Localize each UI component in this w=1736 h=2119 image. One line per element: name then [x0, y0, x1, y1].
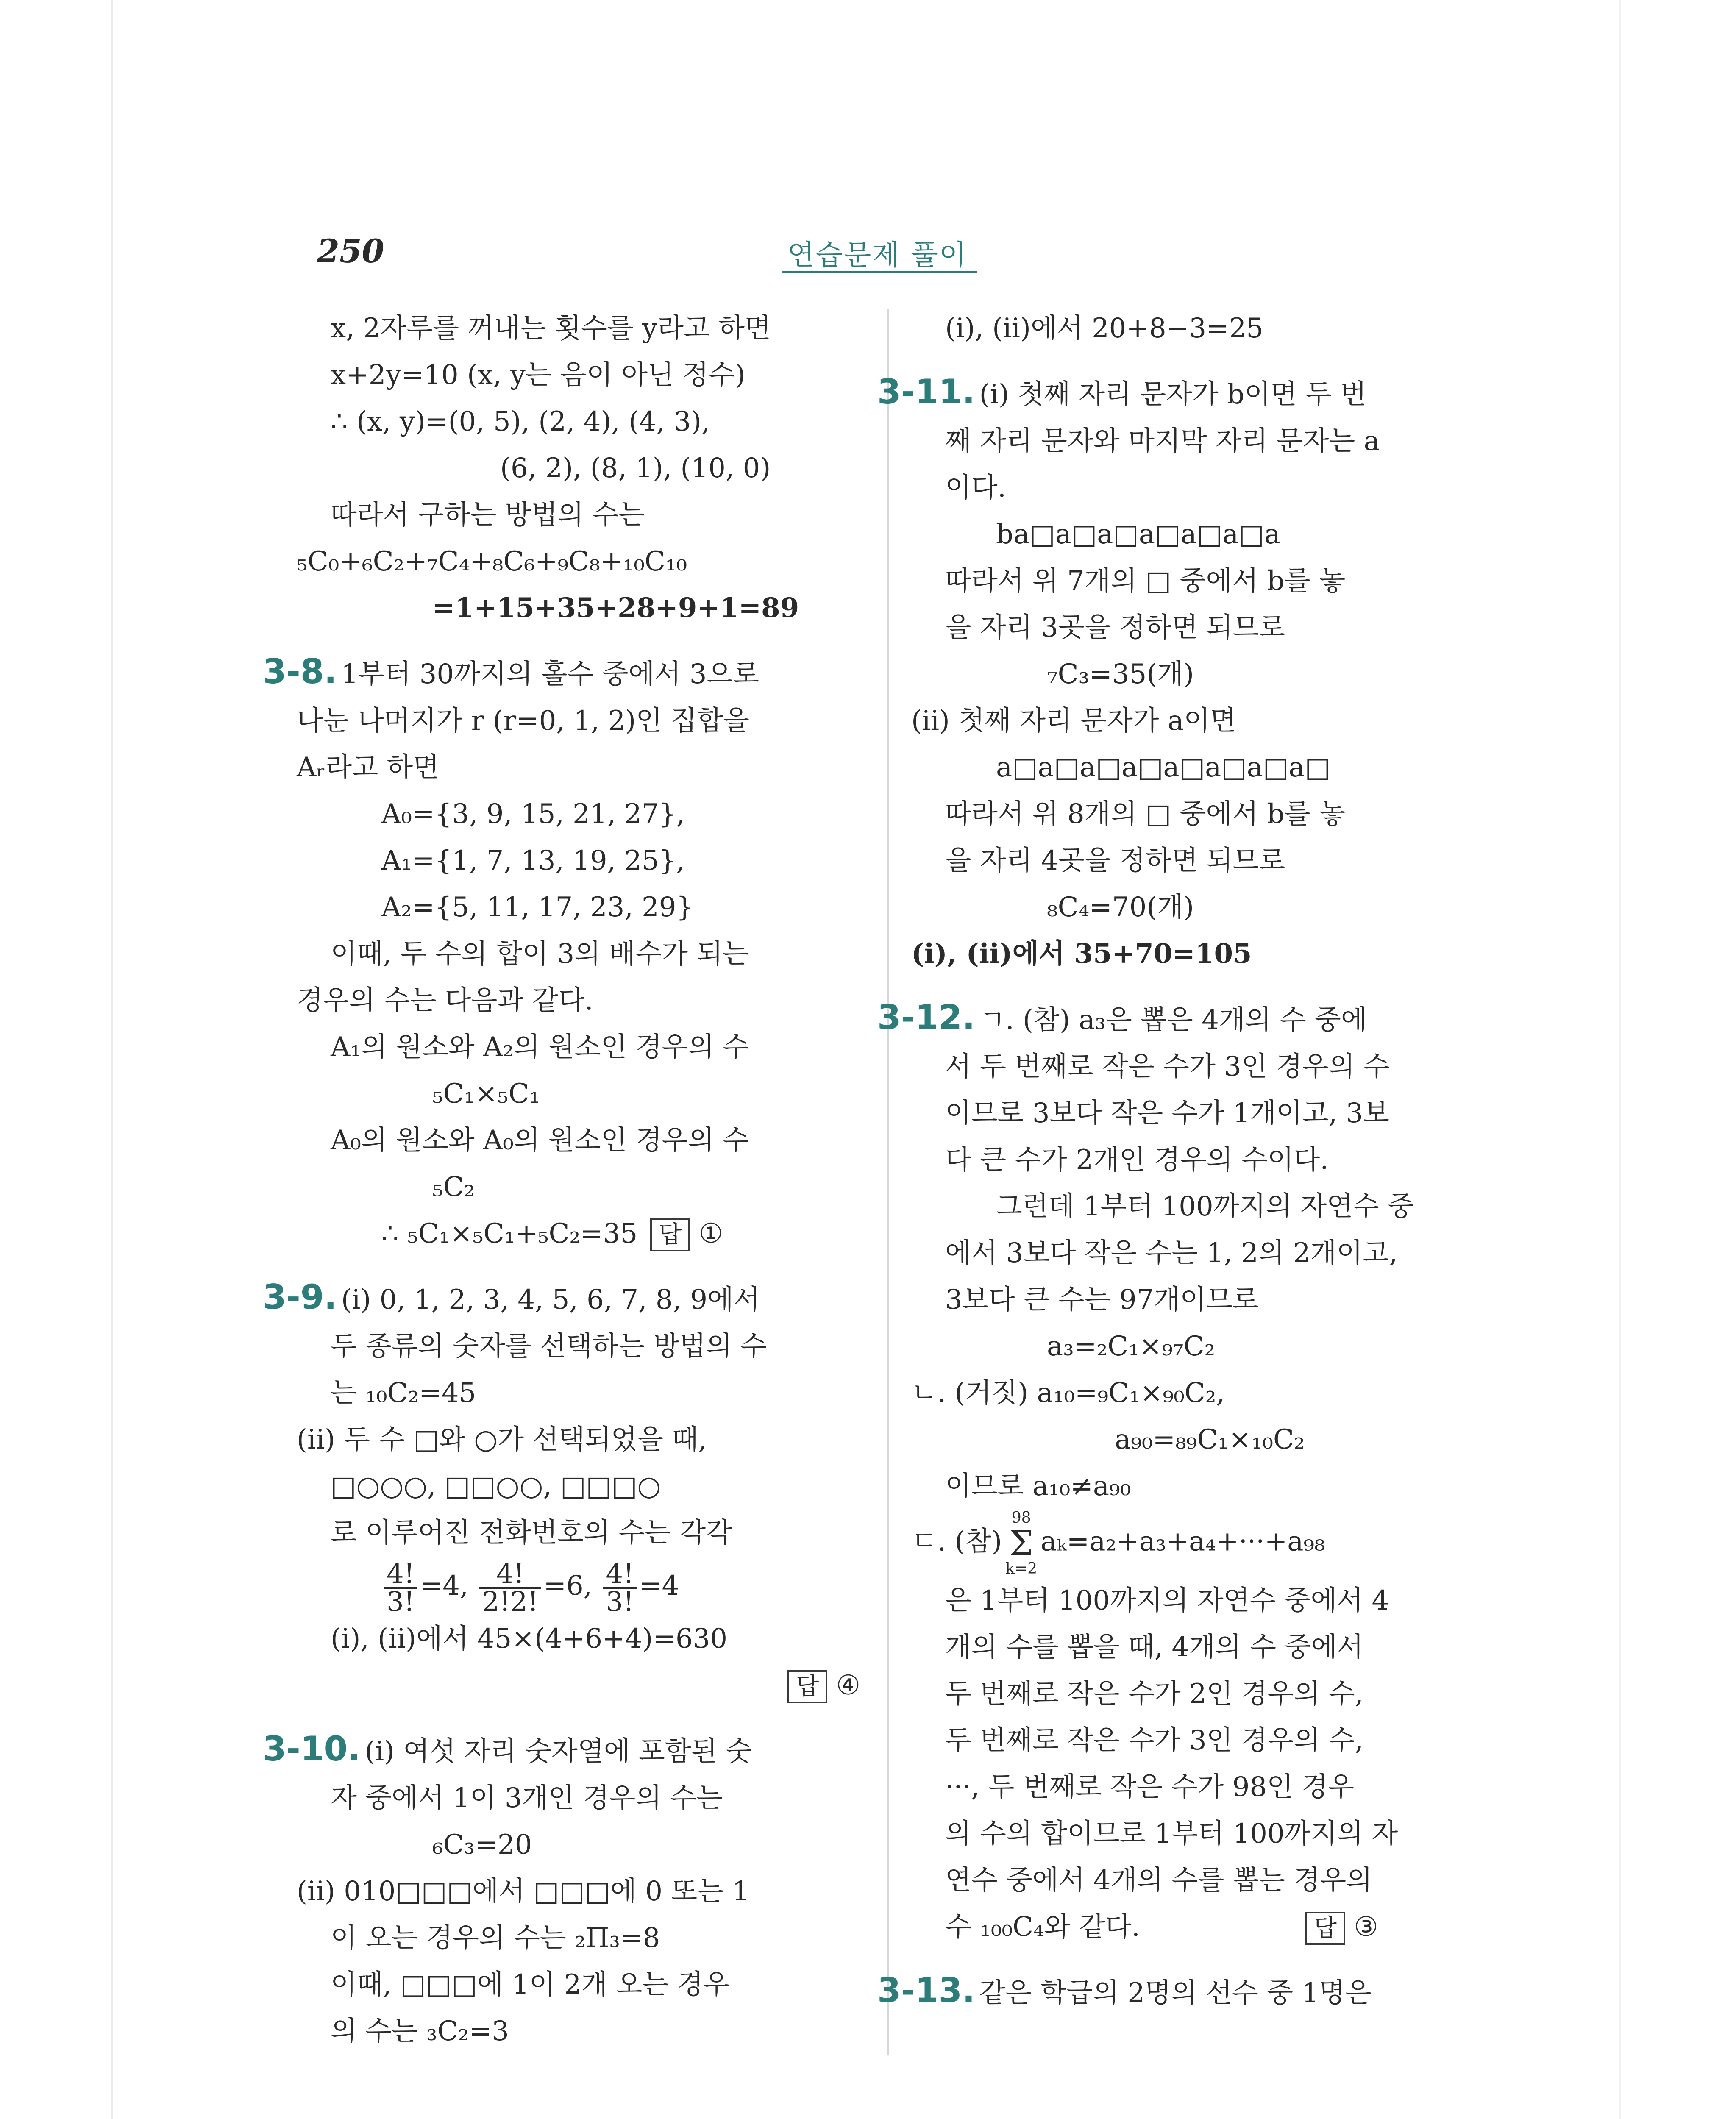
sigma-lower: k=2 [1005, 1560, 1038, 1577]
running-title-underline [782, 271, 977, 273]
column-divider [887, 309, 889, 2055]
fraction [603, 1558, 636, 1618]
formula-line: ₅C₂ [432, 1171, 475, 1203]
formula-line: ₅C₀+₆C₂+₇C₄+₈C₆+₉C₈+₁₀C₁₀ [297, 546, 687, 577]
text-line: (i) 여섯 자리 숫자열에 포함된 숫 [364, 1736, 752, 1767]
text-line: 는 ₁₀C₂=45 [331, 1377, 476, 1409]
answer-line [911, 1904, 1505, 1950]
text-line: 따라서 위 7개의 □ 중에서 b를 놓 [945, 565, 1346, 597]
text-line: 이 오는 경우의 수는 ₂Π₃=8 [331, 1922, 660, 1954]
shape-pattern-line: □○○○, □□○○, □□□○ [331, 1471, 661, 1502]
numerator: 4! [384, 1561, 417, 1589]
text-line: 연수 중에서 4개의 수를 뽑는 경우의 [945, 1865, 1372, 1896]
formula-line: ₅C₁×₅C₁ [432, 1078, 540, 1110]
right-column [877, 305, 1505, 2016]
answer-choice: ④ [836, 1670, 860, 1701]
text-line: A₁의 원소와 A₂의 원소인 경우의 수 [331, 1032, 749, 1063]
text-line: (i), (ii)에서 45×(4+6+4)=630 [331, 1623, 728, 1655]
sigma-notation [1005, 1510, 1037, 1577]
text-line: 을 자리 3곳을 정하면 되므로 [945, 612, 1285, 643]
page-edge-shadow [111, 0, 113, 2119]
text-line: (ii) 010□□□에서 □□□에 0 또는 1 [297, 1876, 750, 1907]
text-line: ∴ (x, y)=(0, 5), (2, 4), (4, 3), [331, 406, 710, 437]
result-line [297, 585, 860, 631]
text-line: 이다. [945, 472, 1006, 503]
text-line: 의 수의 합이므로 1부터 100까지의 자 [945, 1818, 1398, 1849]
result-text: (i), (ii)에서 35+70=105 [911, 938, 1252, 970]
result-line [911, 931, 1505, 977]
text-line: (i) 0, 1, 2, 3, 4, 5, 6, 7, 8, 9에서 [341, 1284, 760, 1315]
answer-box: 답 [787, 1670, 827, 1703]
set-line: A₁={1, 7, 13, 19, 25}, [381, 845, 685, 876]
answer-box: 답 [650, 1218, 690, 1251]
text-line: 같은 학급의 2명의 선수 중 1명은 [979, 1977, 1372, 2009]
text-line: ㄷ. (참) [911, 1526, 1002, 1557]
numerator: 4! [603, 1561, 636, 1589]
page-number: 250 [317, 232, 384, 270]
answer-line [297, 1662, 860, 1709]
problem-3-8-first-line [263, 648, 860, 698]
formula-line: ₇C₃=35(개) [1047, 659, 1194, 690]
text-line: 이므로 a₁₀≠a₉₀ [945, 1471, 1131, 1502]
text-line: 두 종류의 숫자를 선택하는 방법의 수 [331, 1331, 767, 1362]
text-line: 을 자리 4곳을 정하면 되므로 [945, 845, 1285, 876]
problem-3-13-first-line [877, 1967, 1505, 2016]
text-line: 이므로 3보다 작은 수가 1개이고, 3보 [945, 1098, 1389, 1129]
running-title: 연습문제 풀이 [787, 239, 968, 271]
text-line: 3보다 큰 수는 97개이므로 [945, 1284, 1259, 1315]
text-line: 1부터 30까지의 홀수 중에서 3으로 [341, 659, 760, 690]
answer-line [297, 1210, 860, 1257]
problem-number: 3-12. [877, 998, 975, 1037]
problem-number: 3-8. [263, 652, 337, 691]
formula-line: ₆C₃=20 [432, 1829, 532, 1860]
letter-pattern-line: ba□a□a□a□a□a□a [996, 519, 1280, 550]
text-line: (i) 첫째 자리 문자가 b이면 두 번 [979, 379, 1367, 410]
text-line: (ii) 두 수 □와 ○가 선택되었을 때, [297, 1424, 707, 1455]
formula-text: ∴ ₅C₁×₅C₁+₅C₂=35 [381, 1218, 638, 1249]
text-line: 두 번째로 작은 수가 3인 경우의 수, [945, 1725, 1363, 1756]
text-line: 이때, □□□에 1이 2개 오는 경우 [331, 1969, 730, 2000]
formula-line: a₃=₂C₁×₉₇C₂ [1047, 1331, 1216, 1362]
text-line: (ii) 첫째 자리 문자가 a이면 [911, 705, 1236, 737]
formula-line: ₈C₄=70(개) [1047, 892, 1194, 923]
denominator: 3! [387, 1586, 415, 1618]
text-line: 두 번째로 작은 수가 2인 경우의 수, [945, 1678, 1363, 1710]
problem-3-11-first-line [877, 369, 1505, 418]
text-line: 경우의 수는 다음과 같다. [297, 985, 593, 1016]
text-line: x+2y=10 (x, y는 음이 아닌 정수) [331, 359, 746, 391]
text-line: A₀의 원소와 A₀의 원소인 경우의 수 [331, 1125, 749, 1156]
denominator: 3! [606, 1586, 634, 1618]
text-line: 나눈 나머지가 r (r=0, 1, 2)인 집합을 [297, 705, 749, 737]
text-line: 의 수는 ₃C₂=3 [331, 2016, 509, 2047]
problem-3-10-first-line [263, 1726, 860, 1775]
fraction [479, 1558, 541, 1618]
set-line: A₂={5, 11, 17, 23, 29} [381, 892, 694, 923]
text-line: 따라서 구하는 방법의 수는 [331, 499, 645, 531]
answer-box: 답 [1305, 1912, 1345, 1945]
text-line: 이때, 두 수의 합이 3의 배수가 되는 [331, 938, 749, 970]
text-line: 서 두 번째로 작은 수가 3인 경우의 수 [945, 1051, 1390, 1082]
problem-number: 3-13. [877, 1971, 975, 2010]
denominator: 2!2! [482, 1586, 539, 1618]
text-line: 따라서 위 8개의 □ 중에서 b를 놓 [945, 798, 1346, 830]
answer-choice: ③ [1354, 1911, 1378, 1943]
text-line: 에서 3보다 작은 수는 1, 2의 2개이고, [945, 1237, 1398, 1269]
result-text: =1+15+35+28+9+1=89 [432, 592, 799, 624]
text-line: 째 자리 문자와 마지막 자리 문자는 a [945, 425, 1380, 457]
formula-line: a₉₀=₈₉C₁×₁₀C₂ [1115, 1424, 1305, 1455]
fraction-value: =6, [543, 1570, 593, 1602]
sigma-line [911, 1510, 1505, 1577]
text-line: 다 큰 수가 2개인 경우의 수이다. [945, 1144, 1329, 1176]
text-line: 자 중에서 1이 3개인 경우의 수는 [331, 1783, 723, 1814]
problem-number: 3-10. [263, 1729, 361, 1769]
fraction [384, 1558, 417, 1618]
text-line: x, 2자루를 꺼내는 횟수를 y라고 하면 [331, 313, 771, 344]
sigma-upper: 98 [1011, 1509, 1031, 1527]
fraction-value: =4, [420, 1570, 469, 1602]
formula-text: aₖ=a₂+a₃+a₄+···+a₉₈ [1040, 1526, 1325, 1557]
problem-3-12-first-line [877, 994, 1505, 1043]
set-line: A₀={3, 9, 15, 21, 27}, [381, 798, 685, 830]
fraction-line [297, 1556, 860, 1616]
problem-number: 3-9. [263, 1277, 337, 1317]
numerator: 4! [479, 1561, 541, 1589]
problem-3-9-first-line [263, 1274, 860, 1323]
answer-choice: ① [698, 1218, 723, 1249]
text-line: 은 1부터 100까지의 자연수 중에서 4 [945, 1585, 1389, 1616]
letter-pattern-line: a□a□a□a□a□a□a□a□ [996, 752, 1330, 783]
page-edge-shadow-right [1619, 0, 1621, 2119]
text-line: 개의 수를 뽑을 때, 4개의 수 중에서 [945, 1632, 1363, 1663]
text-line: (6, 2), (8, 1), (10, 0) [500, 453, 771, 484]
text-line: ㄴ. (거짓) a₁₀=₉C₁×₉₀C₂, [911, 1377, 1225, 1409]
text-line: 수 ₁₀₀C₄와 같다. [945, 1911, 1140, 1943]
problem-number: 3-11. [877, 372, 975, 412]
text-line: ···, 두 번째로 작은 수가 98인 경우 [945, 1771, 1354, 1803]
left-column [263, 305, 860, 2055]
text-line: Aᵣ라고 하면 [297, 752, 440, 783]
text-line: 그런데 1부터 100까지의 자연수 중 [996, 1191, 1414, 1222]
text-line: 로 이루어진 전화번호의 수는 각각 [331, 1517, 732, 1549]
sigma-symbol: Σ [1009, 1524, 1033, 1563]
text-line: (i), (ii)에서 20+8−3=25 [945, 313, 1264, 344]
fraction-value: =4 [639, 1570, 679, 1602]
text-line: ㄱ. (참) a₃은 뽑은 4개의 수 중에 [979, 1004, 1367, 1036]
